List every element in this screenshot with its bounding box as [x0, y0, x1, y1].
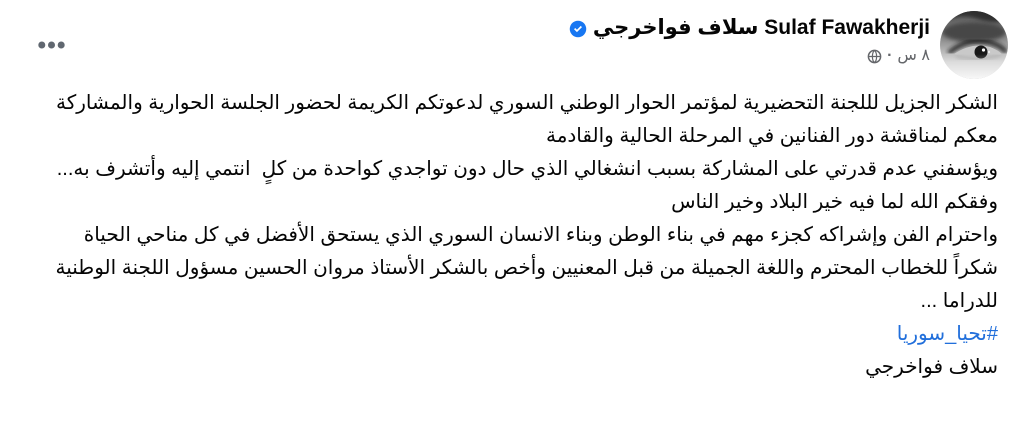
timestamp[interactable]: ٨ س: [897, 47, 930, 64]
eye-closeup-avatar-icon: [940, 11, 1008, 79]
more-options-button[interactable]: [32, 35, 71, 55]
post-text-line: شكراً للخطاب المحترم واللغة الجميلة من قبل المعنيين وأخص بالشكر الأستاذ مروان الحسين مسؤول اللجنة الوطنية للدراما ...: [49, 257, 998, 312]
author-name[interactable]: Sulaf Fawakherji سلاف فواخرجي: [592, 16, 930, 39]
author-name-row: [569, 14, 930, 42]
post-author-block: [569, 11, 930, 66]
post-text-line: ويؤسفني عدم قدرتي على المشاركة بسبب انشغالي الذي حال دون تواجدي كواحدة من كلٍ انتمي إليه وأتشرف به...: [56, 158, 998, 180]
post-text: [0, 87, 1014, 384]
post-meta-row: [569, 46, 930, 66]
signature-line: سلاف فواخرجي: [865, 356, 998, 378]
post-text-line: واحترام الفن وإشراكه كجزء مهم في بناء الوطن وبناء الانسان السوري الذي يستحق الأفضل في كل مناحي الحياة: [83, 224, 998, 246]
meta-separator: ·: [887, 47, 893, 64]
verified-badge-icon: [569, 20, 587, 38]
globe-privacy-icon[interactable]: [867, 49, 882, 64]
post-text-line: وفقكم الله لما فيه خير البلاد وخير الناس: [671, 191, 998, 213]
post-text-line: الشكر الجزيل لللجنة التحضيرية لمؤتمر الحوار الوطني السوري لدعوتكم الكريمة لحضور الجلسة الحوارية والمشاركة معكم لمناقشة دور الفنانين في المرحلة الحالية والقادمة: [50, 92, 998, 147]
avatar[interactable]: [940, 11, 1008, 79]
ellipsis-icon: [38, 41, 65, 49]
hashtag-link[interactable]: #تحيا_سوريا: [896, 323, 998, 345]
post-header: [0, 0, 1014, 79]
